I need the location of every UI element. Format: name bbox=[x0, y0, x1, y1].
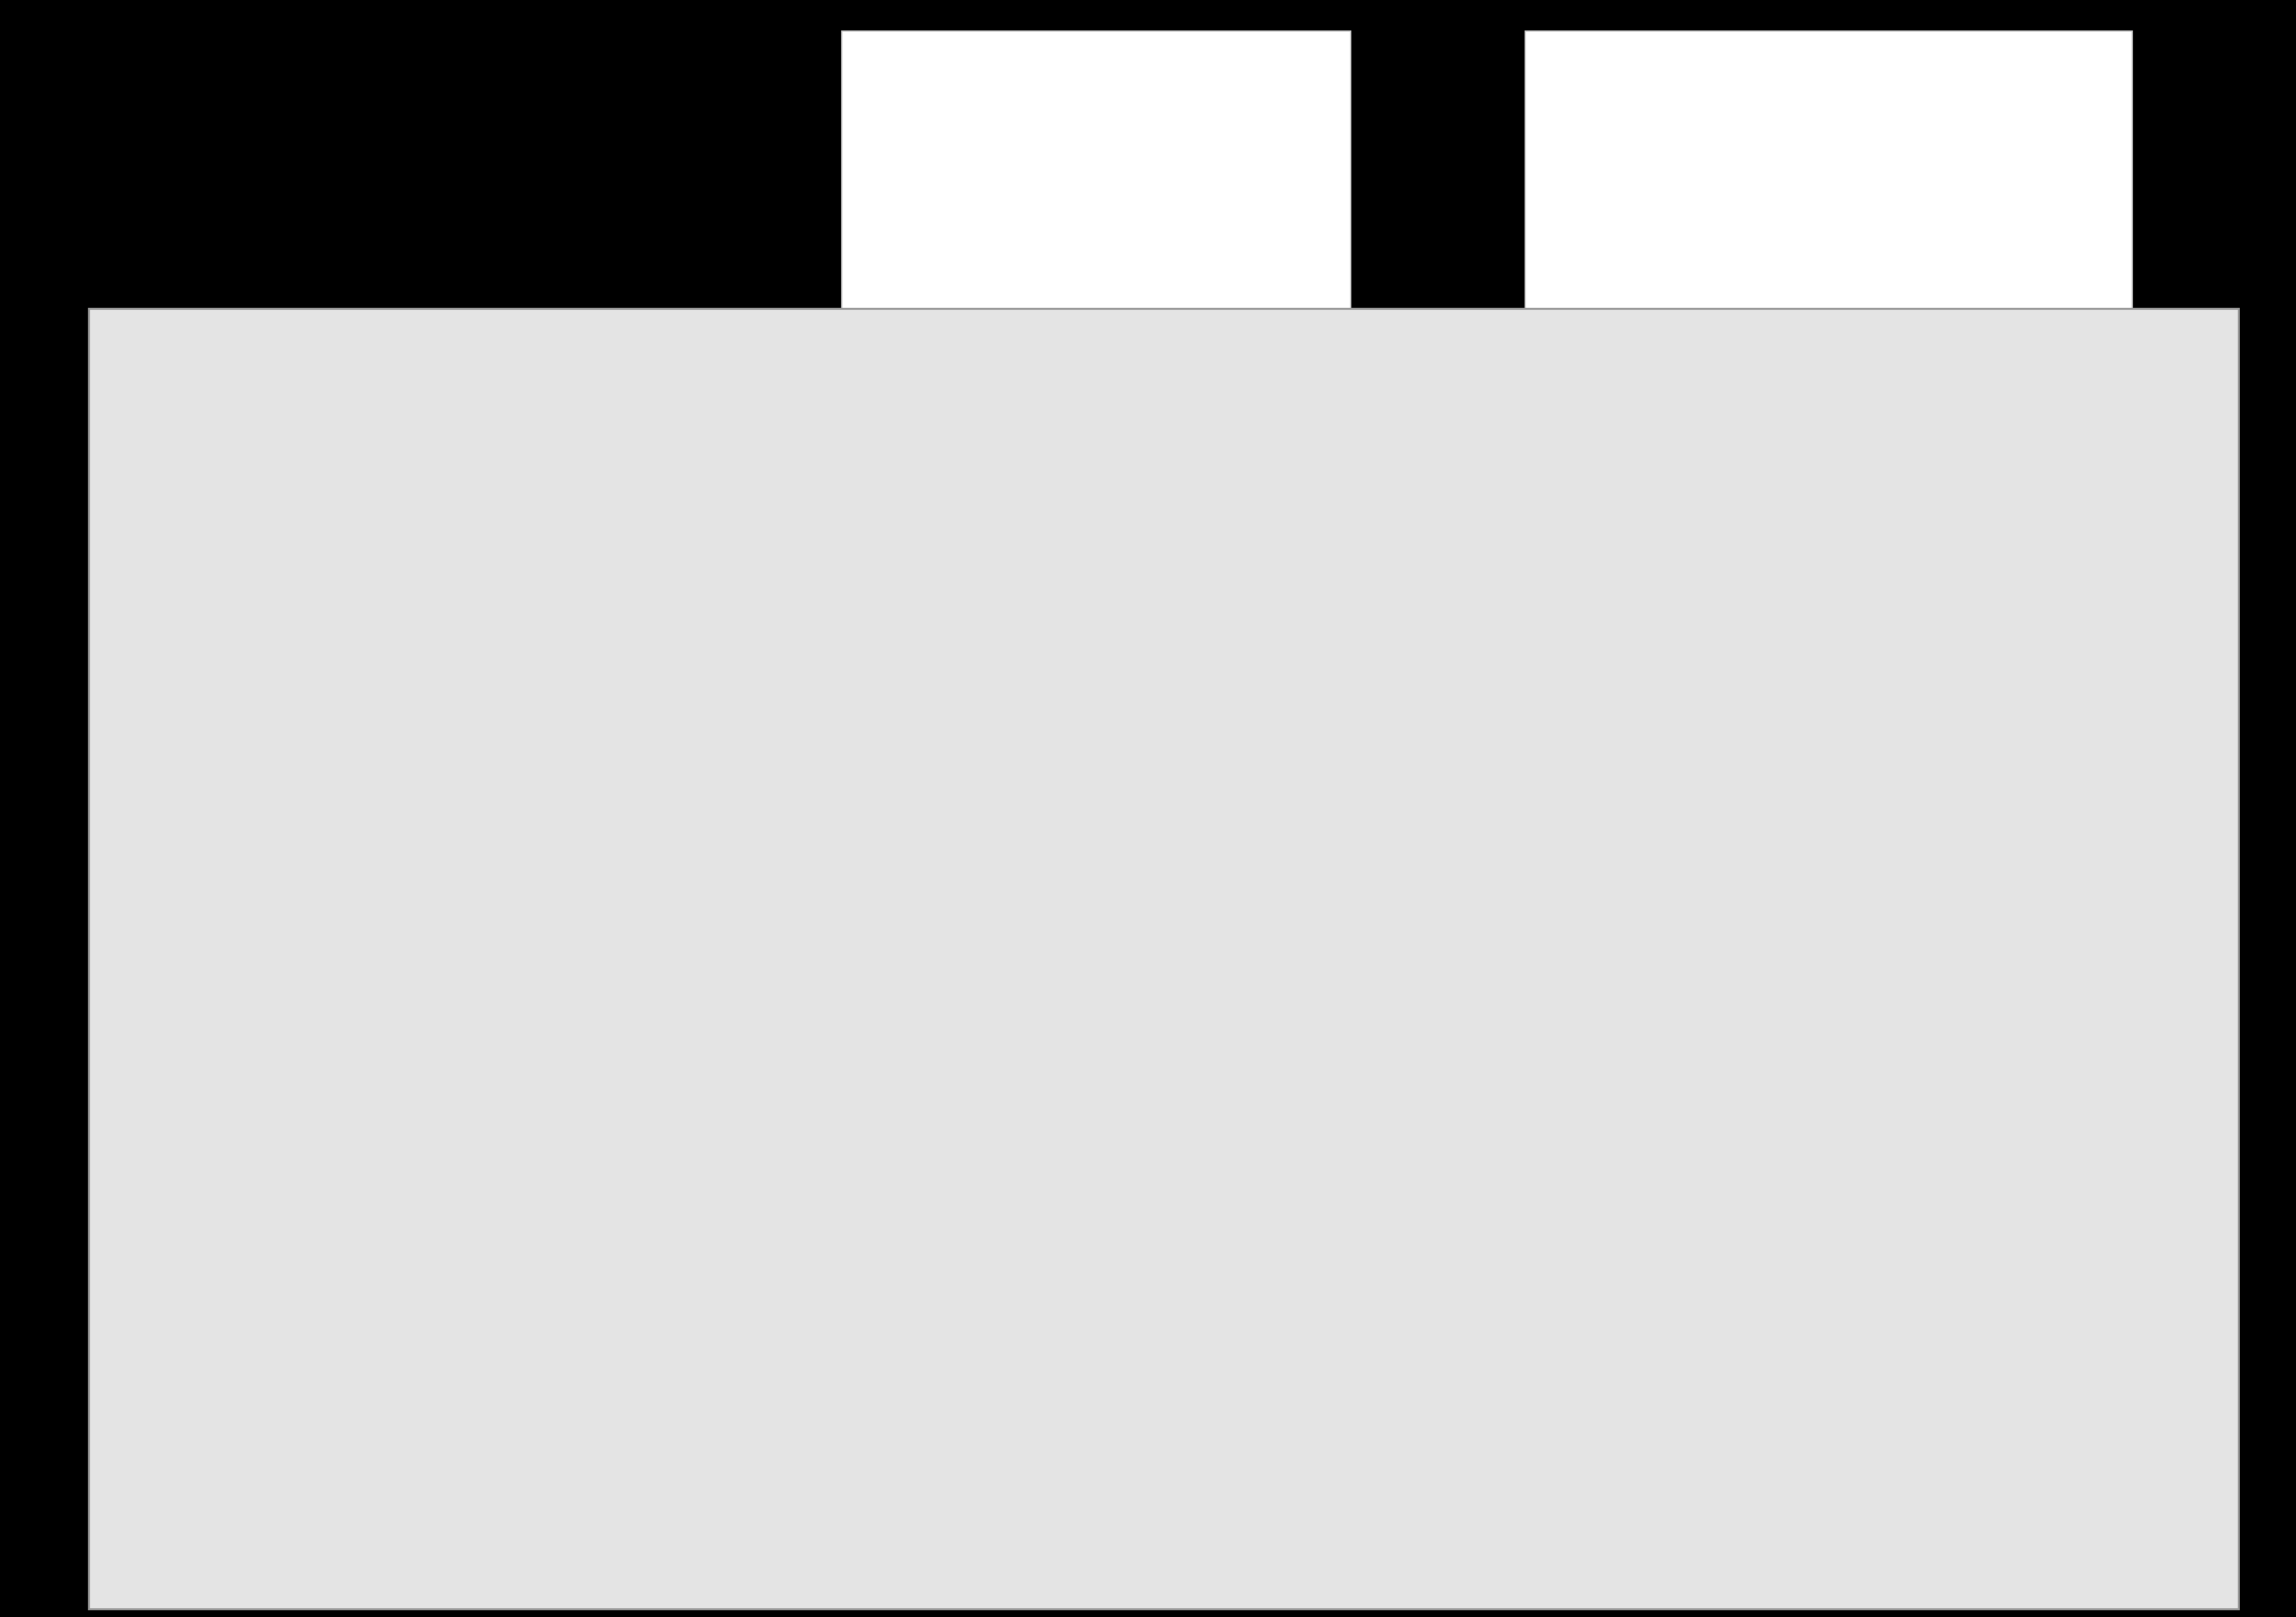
census-form-sheet bbox=[88, 308, 2240, 1610]
soiled-document-label bbox=[1525, 30, 2133, 317]
census-form-grid bbox=[90, 310, 2242, 1612]
pencil-writing-label bbox=[841, 30, 1351, 317]
